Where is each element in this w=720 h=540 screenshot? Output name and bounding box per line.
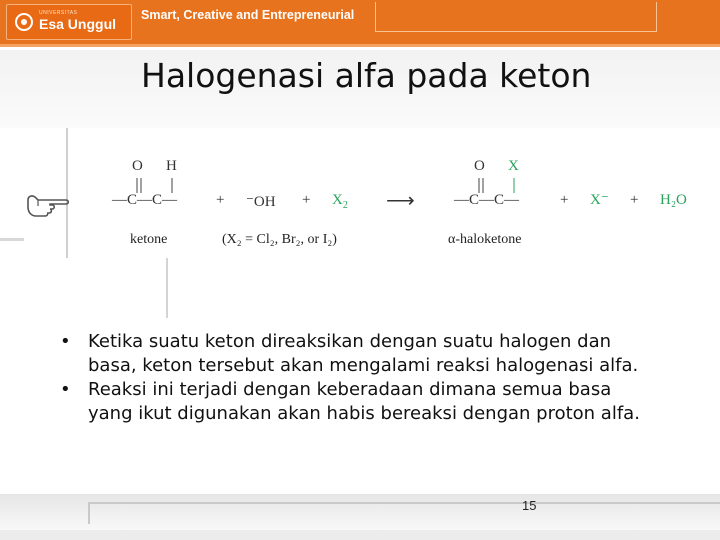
- plus-sign: +: [560, 192, 569, 208]
- bullet-item: [60, 378, 660, 426]
- bullet-list: [60, 330, 660, 426]
- product-oxygen: O: [474, 158, 485, 174]
- product-label: α-haloketone: [448, 232, 522, 247]
- ketone-chain: —C—C—: [112, 192, 178, 208]
- footer-accent: [0, 530, 720, 540]
- logo-name: Esa Unggul: [39, 16, 117, 32]
- water: H₂O: [660, 192, 687, 208]
- bullet-item: [60, 330, 660, 378]
- reaction-arrow: ⟶: [386, 190, 415, 212]
- bullet-marker: •: [60, 331, 71, 352]
- reaction-scheme: [100, 150, 710, 260]
- ketone-label: ketone: [130, 232, 168, 247]
- plus-sign: +: [630, 192, 639, 208]
- logo-small-text: UNIVERSITAS: [39, 10, 78, 16]
- logo-mark-icon: [15, 13, 33, 31]
- plus-sign: +: [216, 192, 225, 208]
- university-logo: [6, 4, 132, 40]
- product-halogen: X: [508, 158, 519, 174]
- decorative-rule: [166, 258, 168, 318]
- halogen-note: (X₂ = Cl₂, Br₂, or I₂): [222, 232, 337, 247]
- ketone-hydrogen: H: [166, 158, 177, 174]
- ketone-oxygen: O: [132, 158, 143, 174]
- header-tagline: Smart, Creative and Entrepreneurial: [141, 8, 355, 22]
- pointing-hand-icon: [26, 192, 72, 218]
- bullet-marker: •: [60, 379, 71, 400]
- header-decoration: [375, 2, 657, 32]
- decorative-rule: [0, 238, 24, 241]
- bullet-text: Ketika suatu keton direaksikan dengan suatu halogen dan basa, keton tersebut akan mengalami reaksi halogenasi alfa.: [88, 331, 639, 376]
- slide-title: Halogenasi alfa pada keton: [141, 56, 592, 95]
- halogen-symbol: X: [332, 192, 343, 208]
- hydroxide: ⁻OH: [246, 194, 276, 210]
- plus-sign: +: [302, 192, 311, 208]
- footer-decoration: [88, 502, 720, 524]
- header-bar: [0, 0, 720, 47]
- halide-ion: X⁻: [590, 192, 609, 208]
- halogen-reagent: [332, 192, 348, 211]
- slide-number: 15: [522, 498, 537, 513]
- bullet-text: Reaksi ini terjadi dengan keberadaan dimana semua basa yang ikut digunakan akan habis bereaksi dengan proton alfa.: [88, 379, 640, 424]
- product-chain: —C—C—: [454, 192, 520, 208]
- halogen-subscript: 2: [342, 200, 348, 211]
